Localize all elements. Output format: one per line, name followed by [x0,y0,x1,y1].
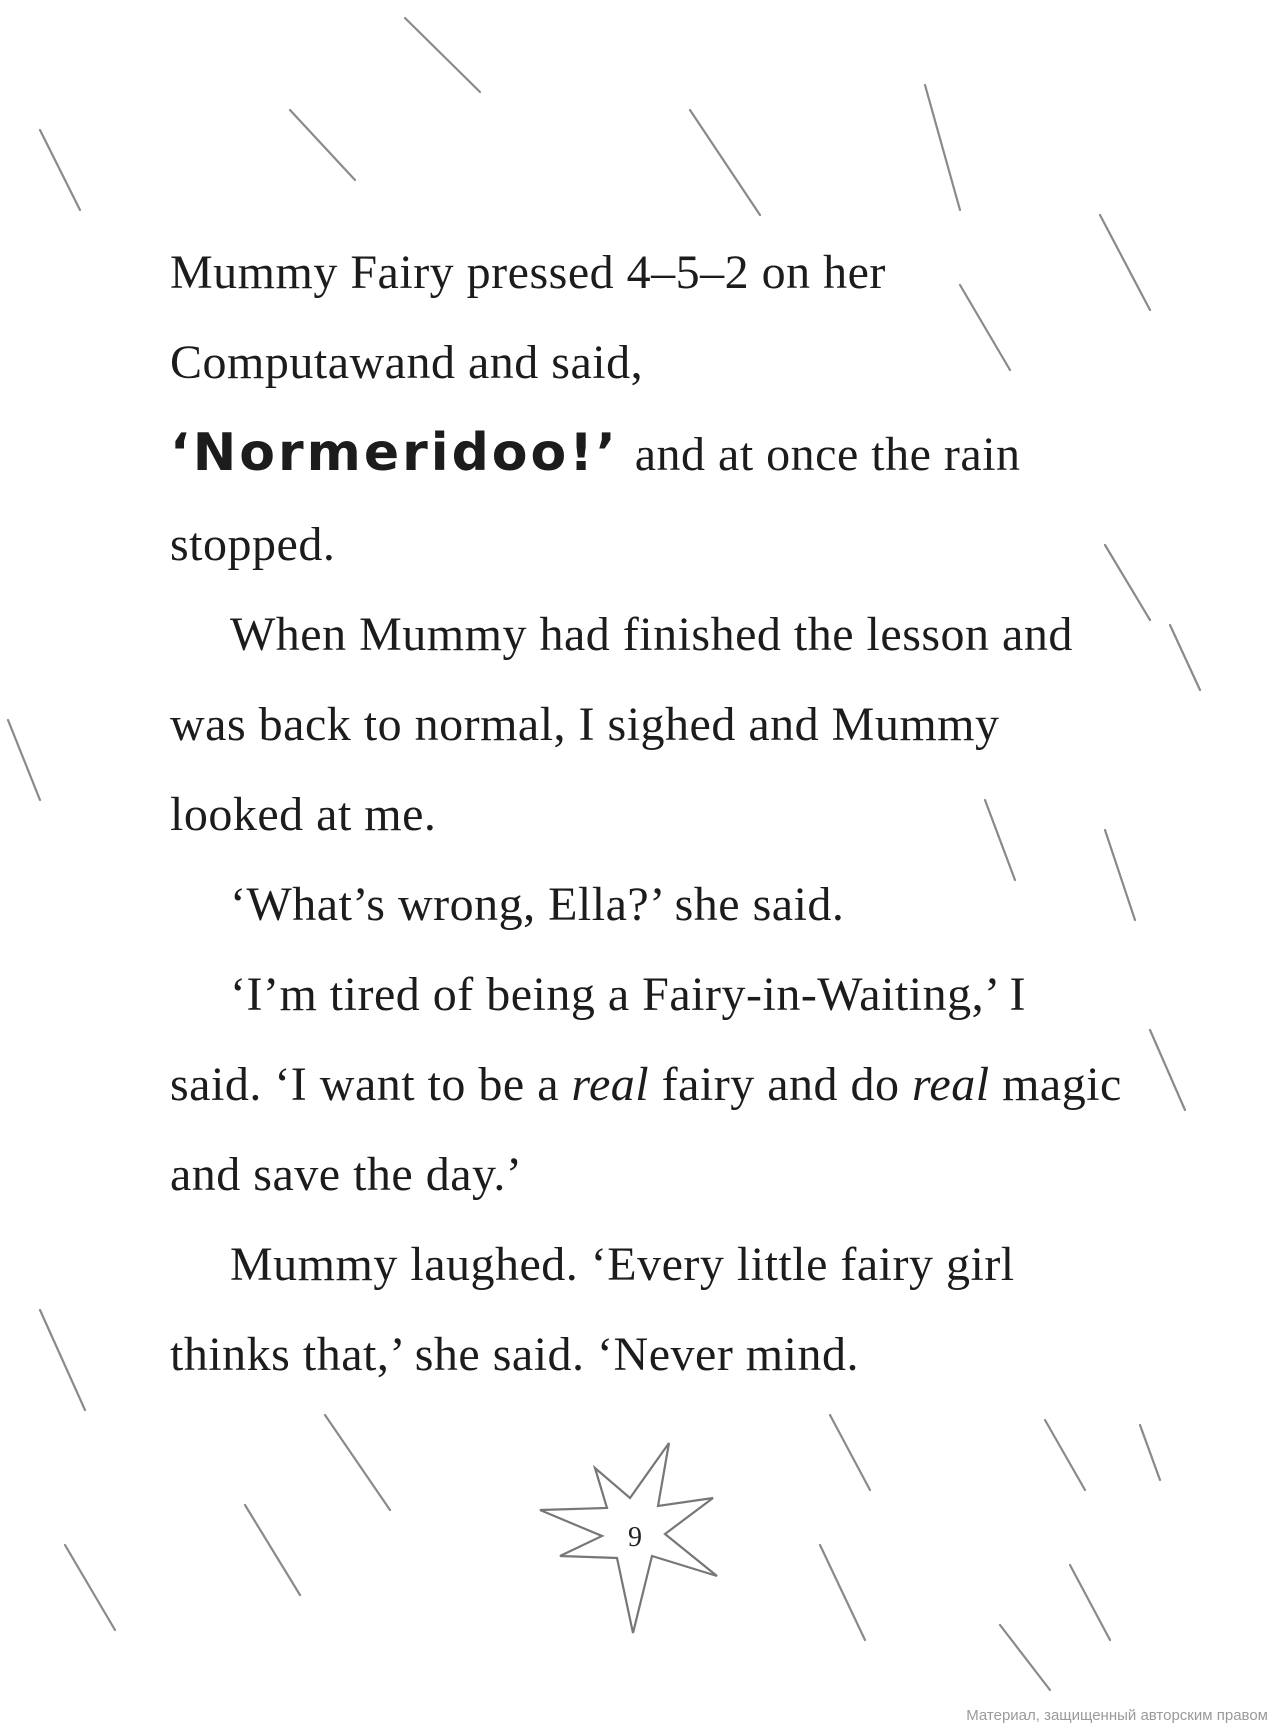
story-text [170,228,1130,1400]
paragraph-5: Mummy laughed. ‘Every little fairy girl thinks that,’ she said. ‘Never mind. [170,1238,1015,1381]
emphasis-real-2: real [912,1058,990,1111]
paragraph-4-text-c: magic and save the day.’ [170,1058,1122,1201]
paragraph-1 [170,228,1130,590]
page-number-star [535,1438,735,1638]
emphasis-real-1: real [571,1058,650,1111]
copyright-watermark: Материал, защищенный авторским правом [966,1707,1268,1724]
page-number: 9 [628,1522,642,1553]
paragraph-2: When Mummy had finished the lesson and was back to normal, I sighed and Mummy looked at me. [170,608,1073,841]
paragraph-1-text-b: and at once the rain stopped. [170,428,1021,571]
magic-spell-word: ‘Normeridoo!’ [170,423,619,483]
paragraph-3: ‘What’s wrong, Ella?’ she said. [230,878,845,931]
paragraph-4-text-b: fairy and do [661,1058,900,1111]
paragraph-4 [170,950,1130,1220]
paragraph-4-text-a: ‘I’m tired of being a Fairy-in-Waiting,’ I said. ‘I want to be a [170,968,1026,1111]
paragraph-1-text-a: Mummy Fairy pressed 4–5–2 on her Computawand and said, [170,246,886,389]
